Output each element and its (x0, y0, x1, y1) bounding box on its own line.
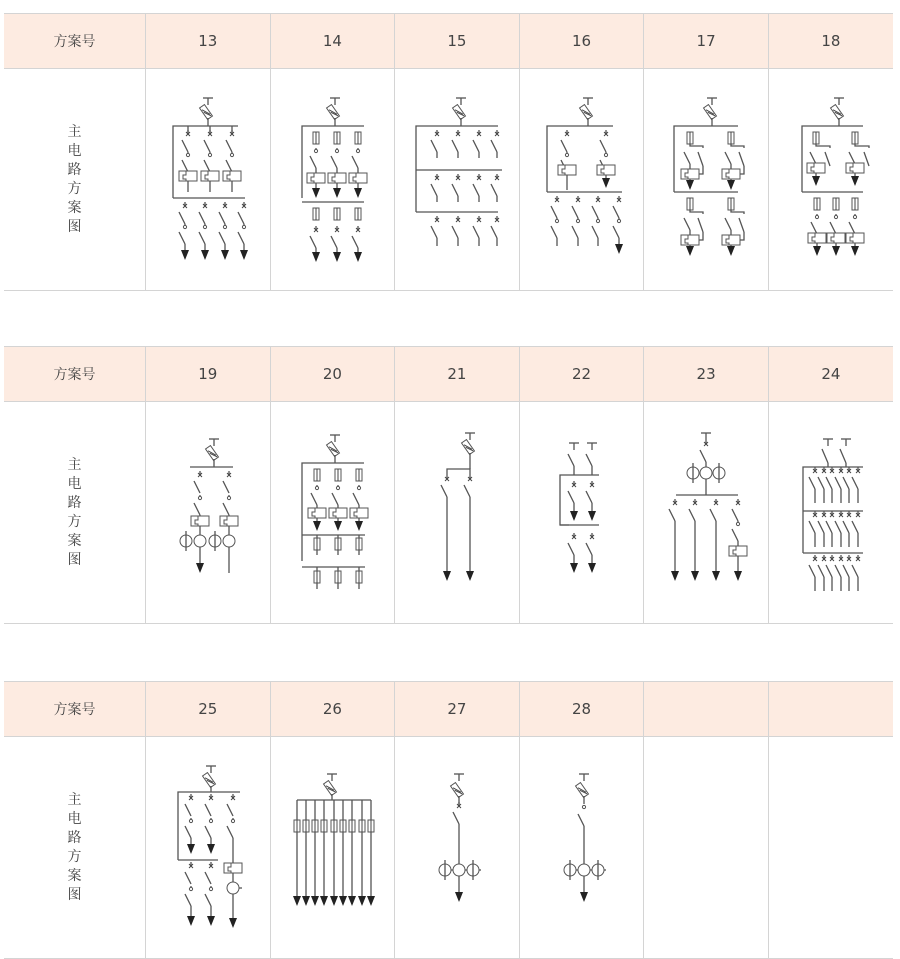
scheme-number: 16 (519, 14, 644, 69)
circuit-diagram-icon (148, 748, 268, 948)
scheme-number: 17 (644, 14, 769, 69)
scheme-number: 15 (395, 14, 520, 69)
header-label: 方案号 (4, 682, 146, 737)
scheme-number: 19 (146, 347, 271, 402)
diagram-row (4, 69, 893, 291)
header-label: 方案号 (4, 347, 146, 402)
scheme-table-2 (4, 346, 893, 624)
circuit-diagram-icon (272, 413, 392, 613)
diagram-cell-13 (146, 69, 271, 291)
scheme-number: 22 (519, 347, 644, 402)
scheme-number: 18 (768, 14, 893, 69)
diagram-cell-26 (270, 737, 395, 959)
diagram-cell-14 (270, 69, 395, 291)
scheme-number: 13 (146, 14, 271, 69)
diagram-cell-19 (146, 402, 271, 624)
circuit-diagram-icon (397, 748, 517, 948)
circuit-diagram-icon (771, 80, 891, 280)
circuit-diagram-icon (148, 80, 268, 280)
scheme-number: 26 (270, 682, 395, 737)
diagram-cell-27 (395, 737, 520, 959)
header-row (4, 682, 893, 737)
row-label-cell (4, 69, 146, 291)
diagram-cell-24 (768, 402, 893, 624)
row-label-cell (4, 402, 146, 624)
diagram-cell-23 (644, 402, 769, 624)
header-row (4, 347, 893, 402)
scheme-number: 28 (519, 682, 644, 737)
diagram-cell-25 (146, 737, 271, 959)
header-label: 方案号 (4, 14, 146, 69)
circuit-diagram-icon (771, 413, 891, 613)
diagram-cell-21 (395, 402, 520, 624)
diagram-cell-empty (768, 737, 893, 959)
scheme-number: 23 (644, 347, 769, 402)
circuit-diagram-icon (522, 748, 642, 948)
diagram-cell-18 (768, 69, 893, 291)
scheme-table-1 (4, 13, 893, 291)
scheme-table-3 (4, 681, 893, 959)
header-row (4, 14, 893, 69)
circuit-diagram-icon (397, 413, 517, 613)
diagram-cell-empty (644, 737, 769, 959)
row-label: 主电路方案图 (67, 456, 82, 568)
circuit-diagram-icon (522, 413, 642, 613)
diagram-cell-22 (519, 402, 644, 624)
row-label: 主电路方案图 (67, 791, 82, 903)
scheme-number: 27 (395, 682, 520, 737)
diagram-cell-20 (270, 402, 395, 624)
row-label: 主电路方案图 (67, 123, 82, 235)
scheme-number: 24 (768, 347, 893, 402)
circuit-diagram-icon (522, 80, 642, 280)
diagram-cell-17 (644, 69, 769, 291)
scheme-number: 20 (270, 347, 395, 402)
scheme-number-empty (768, 682, 893, 737)
diagram-cell-15 (395, 69, 520, 291)
diagram-cell-16 (519, 69, 644, 291)
circuit-diagram-icon (272, 80, 392, 280)
diagram-row (4, 737, 893, 959)
scheme-number: 21 (395, 347, 520, 402)
circuit-diagram-icon (397, 80, 517, 280)
circuit-diagram-icon (148, 413, 268, 613)
row-label-cell (4, 737, 146, 959)
diagram-cell-28 (519, 737, 644, 959)
scheme-number: 14 (270, 14, 395, 69)
circuit-diagram-icon (646, 80, 766, 280)
circuit-diagram-icon (646, 413, 766, 613)
scheme-number: 25 (146, 682, 271, 737)
diagram-row (4, 402, 893, 624)
circuit-diagram-icon (272, 748, 392, 948)
scheme-number-empty (644, 682, 769, 737)
